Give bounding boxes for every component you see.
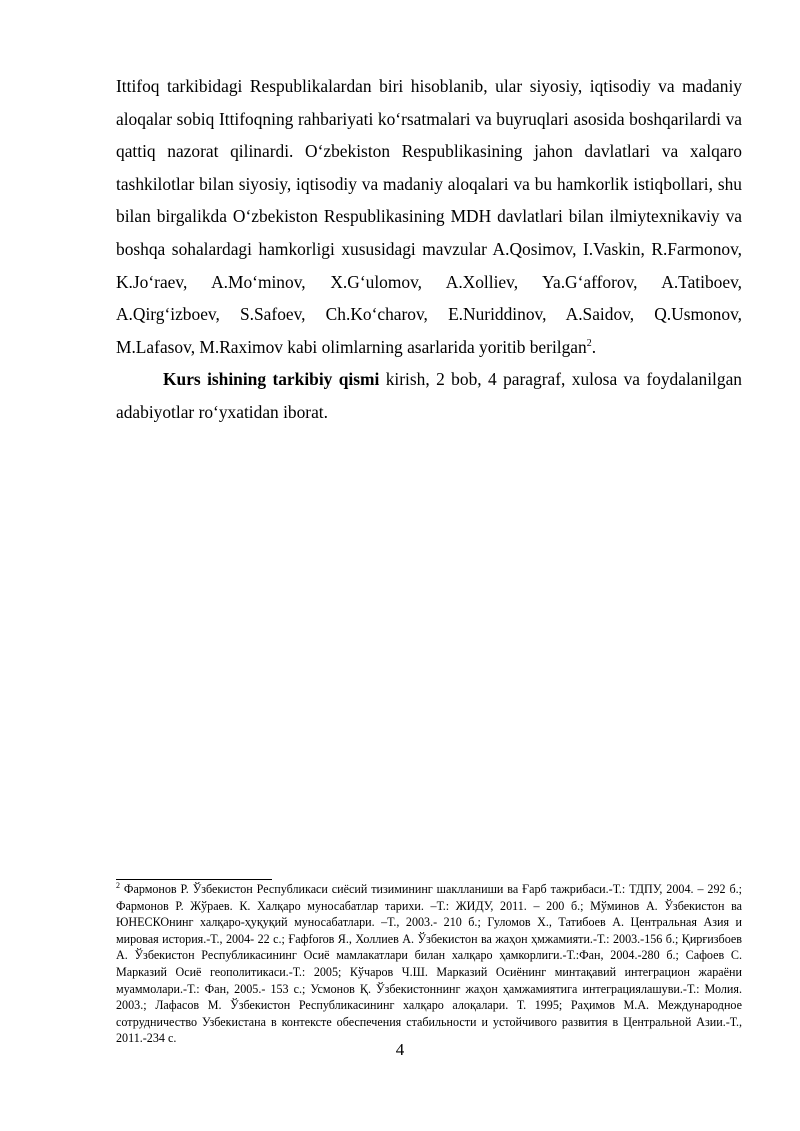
- body-text: [116, 70, 742, 429]
- paragraph-2-bold-lead: Kurs ishining tarkibiy qismi: [163, 369, 380, 390]
- paragraph-2-text: kirish, 2 bob, 4 paragraf, xulosa va foydalanilgan adabiyotlar ro‘yxatidan iborat.: [116, 369, 742, 422]
- footnote-reference[interactable]: 2: [586, 337, 592, 349]
- footnote: [116, 881, 742, 1047]
- paragraph-1-end: .: [591, 336, 597, 357]
- paragraph-1: [116, 70, 742, 363]
- footnote-separator: [116, 879, 272, 880]
- paragraph-1-text: Ittifoq tarkibidagi Respublikalardan biri hisoblanib, ular siyosiy, iqtisodiy va madaniy aloqalar sobiq Ittifoqning rahbariyati ko‘rsatmalari va buyruqlari asosida boshqarilardi va qattiq nazorat qilinardi. O‘zbekiston Respublikasining jahon davlatlari va xalqaro tashkilotlar bilan siyosiy, iqtisodiy va madaniy aloqalari va bu hamkorlik istiqbollari, shu bilan birgalikda O‘zbekiston Respublikasining MDH davlatlari bilan ilmiytexnikaviy va boshqa sohalardagi hamkorligi xususidagi mavzular A.Qosimov, I.Vaskin, R.Farmonov, K.Jo‘raev, A.Mo‘minov, X.G‘ulomov, A.Xolliev, Ya.G‘afforov, A.Tatiboev, A.Qirg‘izboev, S.Safoev, Ch.Ko‘charov, E.Nuriddinov, A.Saidov, Q.Usmonov, M.Lafasov, M.Raximov kabi olimlarning asarlarida yoritib berilgan: [116, 76, 742, 357]
- paragraph-2: [116, 363, 742, 428]
- page-number: 4: [395, 1040, 405, 1059]
- footnote-marker: 2: [116, 880, 120, 890]
- footnote-text: Фармонов Р. Ўзбекистон Республикаси сиёсий тизимининг шаклланиши ва Ғарб тажрибаси.-Т.: ТДПУ, 2004. – 292 б.; Фармонов Р. Жўраев. К. Халқаро муносабатлар тарихи. –Т.: ЖИДУ, 2011. – 200 б.; Мўминов А. Ўзбекистон ва ЮНЕСКОнинг халқаро-ҳуқуқий муносабатлари. –Т., 2003.- 210 б.; Гуломов Х., Татибоев А. Центральная Азия и мировая история.-Т., 2004- 22 с.; Ғафforов Я., Холлиев А. Ўзбекистон ва жаҳон ҳмжамияти.-Т.: 2003.-156 б.; Қирғизбоев А. Ўзбекистон Республикасининг Осиё мамлакатлари билан халқаро ҳамкорлиги.-Т.:Фан, 2004.-280 б.; Сафоев С. Марказий Осиё геополитикаси.-Т.: 2005; Кўчаров Ч.Ш. Марказий Осиёнинг минтақавий интеграцион жараёни муаммолари.-Т.: Фан, 2005.- 153 с.; Усмонов Қ. Ўзбекистоннинг жаҳон ҳамжамиятига интеграциялашуви.-Т.: Молия. 2003.; Лафасов М. Ўзбекистон Республикасининг халқаро алоқалари. Т. 1995; Раҳимов М.А. Международное сотрудничество Узбекистана в контексте обеспечения стабильности и устойчивого развития в Центральной Азии.-Т., 2011.-234 с.: [116, 882, 742, 1046]
